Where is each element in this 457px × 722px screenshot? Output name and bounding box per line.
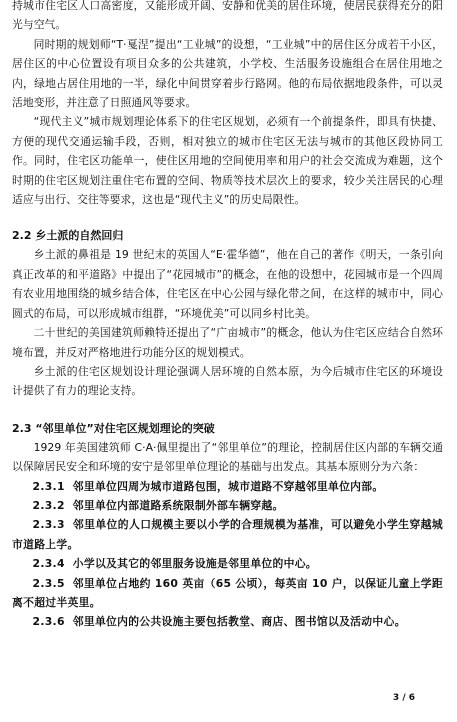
list-item-number: 2.3.3: [32, 518, 65, 532]
list-item-text: 小学以及其它的邻里服务设施是邻里单位的中心。: [72, 557, 317, 571]
section-heading: 2.3 “邻里单位”对住宅区规划理论的突破: [12, 421, 215, 435]
paragraph: 二十世纪的美国建筑师赖特还提出了“广亩城市”的概念，他认为住宅区应结合自然环境布置，并反对严格地进行功能分区的规划模式。: [12, 326, 443, 359]
list-item-number: 2.3.2: [32, 498, 65, 512]
list-item-text: 邻里单位占地约 160 英亩（65 公顷），每英亩 10 户，以保证儿童上学距离不超过半英里。: [12, 576, 443, 609]
list-item: [12, 515, 443, 554]
list-item: [12, 612, 443, 631]
list-item: [12, 496, 443, 515]
paragraph: 乡土派的鼻祖是 19 世纪末的英国人“E·霍华德”，他在自己的著作《明天，一条引向真正改革的和平道路》中提出了“花园城市”的概念，在他的设想中，花园城市是一个四周有农业用地围绕的城乡结合体，住宅区在中心公园与绿化带之间，在这样的城市中，同心圆式的布局，可以形成城市组群，“环境优美”可以同乡村比美。: [12, 248, 443, 320]
list-item-number: 2.3.6: [32, 615, 65, 629]
list-item-number: 2.3.4: [32, 557, 65, 571]
list-item-text: 邻里单位内部道路系统限制外部车辆穿越。: [72, 498, 284, 512]
paragraph: 持城市住宅区人口高密度，又能形成开阔、安静和优美的居住环境，使居民获得充分的阳光与空气。: [12, 0, 443, 32]
paragraph: 1929 年美国建筑师 C·A·佩里提出了“邻里单位”的理论，控制居住区内部的车辆交通以保障居民安全和环境的安宁是邻里单位理论的基础与出发点。其基本原则分为六条：: [12, 440, 443, 474]
section-heading: 2.2 乡土派的自然回归: [12, 229, 124, 243]
list-item: [12, 574, 443, 613]
page-number: 3 / 6: [392, 693, 415, 703]
list-item-number: 2.3.1: [32, 479, 65, 493]
list-item-number: 2.3.5: [32, 576, 65, 590]
paragraph: “现代主义”城市规划理论体系下的住宅区规划，必须有一个前提条件，即具有快捷、方便的现代交通运输手段，否则，相对独立的城市住宅区无法与城市的其他区段协同工作。同时，住宅区功能单一，使住区用地的空间使用率和用户的社会交流成为难题，这个时期的住宅区规划注重住宅布置的空间、物质等技术层次上的要求，较少关注居民的心理适应与出行、交往等要求，这也是“现代主义”的历史局限性。: [12, 115, 443, 207]
list-item-text: 邻里单位内的公共设施主要包括教堂、商店、图书馆以及活动中心。: [72, 615, 406, 629]
paragraph: 乡土派的住宅区规划设计理论强调人居环境的自然本原，为今后城市住宅区的环境设计提供了有力的理论支持。: [12, 364, 443, 398]
list-item: [12, 554, 443, 573]
list-item-text: 邻里单位的人口规模主要以小学的合理规模为基准，可以避免小学生穿越城市道路上学。: [12, 518, 443, 551]
paragraph: 同时期的规划师“T·戛涅”提出“工业城”的设想，“工业城”中的居住区分成若干小区，居住区的中心位置设有项目众多的公共建筑，小学校、生活服务设施组合在居住用地之内，绿地占居住用地的一半，绿化中间贯穿着步行路网。他的布局依据地段条件，可以灵活地变形，并注意了日照通风等要求。: [12, 37, 443, 110]
list-item: [12, 477, 443, 496]
list-item-text: 邻里单位四周为城市道路包围，城市道路不穿越邻里单位内部。: [72, 479, 384, 493]
